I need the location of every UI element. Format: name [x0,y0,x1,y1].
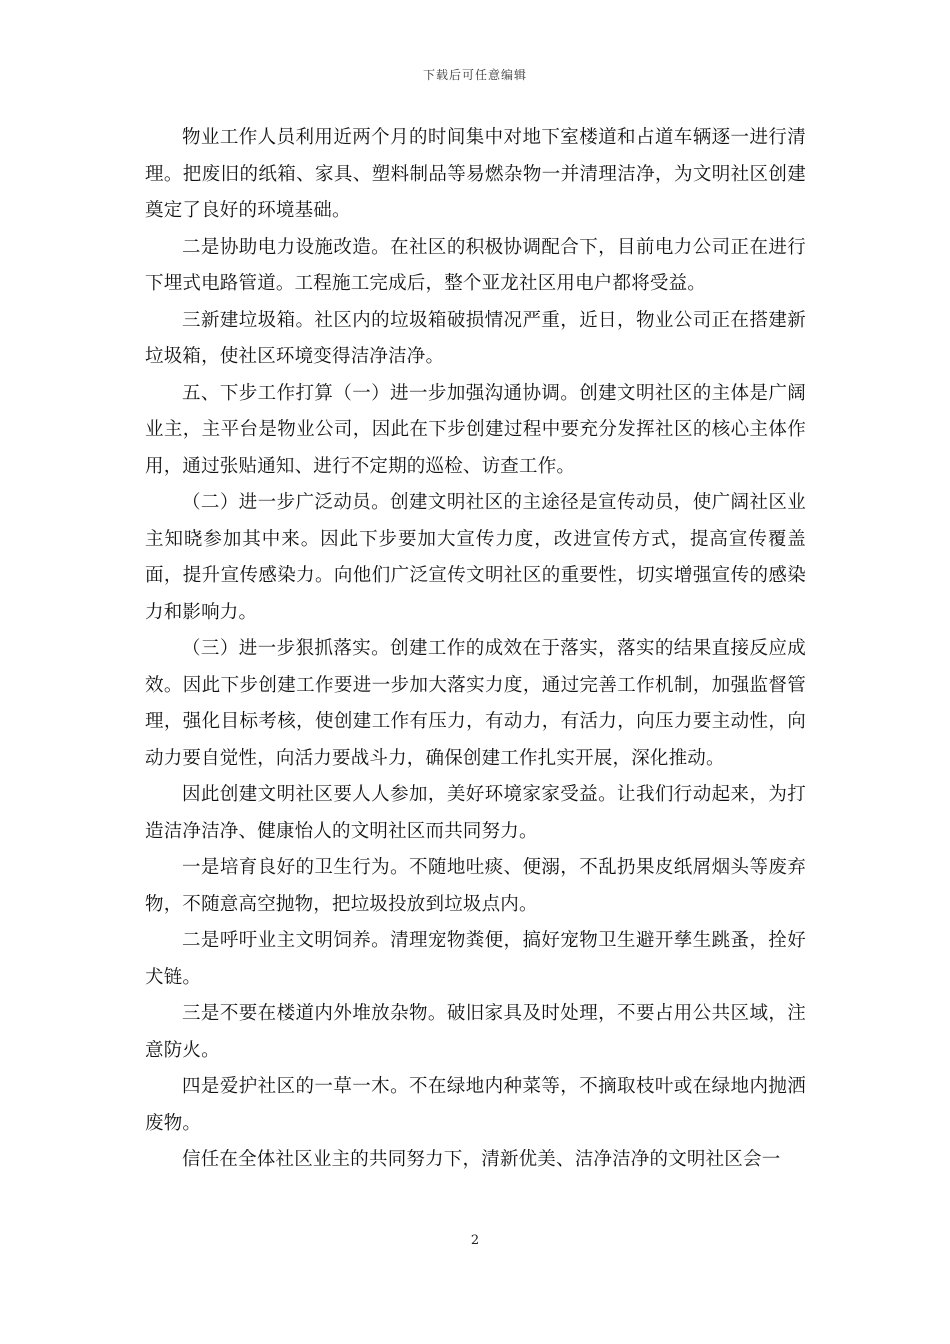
paragraph: 物业工作人员利用近两个月的时间集中对地下室楼道和占道车辆逐一进行清理。把废旧的纸箱、家具、塑料制品等易燃杂物一并清理洁净，为文明社区创建奠定了良好的环境基础。 [145,127,806,221]
page-number: 2 [470,1233,480,1248]
page-header: 下载后可任意编辑 [422,68,527,82]
paragraph: 四是爱护社区的一草一木。不在绿地内种菜等，不摘取枝叶或在绿地内抛洒废物。 [145,1076,806,1134]
paragraph: 因此创建文明社区要人人参加，美好环境家家受益。让我们行动起来，为打造洁净洁净、健康怡人的文明社区而共同努力。 [145,784,806,842]
paragraph: 一是培育良好的卫生行为。不随地吐痰、便溺，不乱扔果皮纸屑烟头等废弃物，不随意高空抛物，把垃圾投放到垃圾点内。 [145,857,806,915]
paragraph: 三是不要在楼道内外堆放杂物。破旧家具及时处理，不要占用公共区域，注意防火。 [145,1003,806,1061]
paragraph: 信任在全体社区业主的共同努力下，清新优美、洁净洁净的文明社区会一 [182,1149,781,1170]
paragraph: 三新建垃圾箱。社区内的垃圾箱破损情况严重，近日，物业公司正在搭建新垃圾箱，使社区环境变得洁净洁净。 [145,309,806,367]
paragraph: （三）进一步狠抓落实。创建工作的成效在于落实，落实的结果直接反应成效。因此下步创建工作要进一步加大落实力度，通过完善工作机制，加强监督管理，强化目标考核，使创建工作有压力，有动力，有活力，向压力要主动性，向动力要自觉性，向活力要战斗力，确保创建工作扎实开展，深化推动。 [145,638,806,769]
document-body [145,120,806,1179]
paragraph: 二是协助电力设施改造。在社区的积极协调配合下，目前电力公司正在进行下埋式电路管道。工程施工完成后，整个亚龙社区用电户都将受益。 [145,236,806,294]
paragraph: 五、下步工作打算（一）进一步加强沟通协调。创建文明社区的主体是广阔业主，主平台是物业公司，因此在下步创建过程中要充分发挥社区的核心主体作用，通过张贴通知、进行不定期的巡检、访查工作。 [145,382,806,477]
paragraph: （二）进一步广泛动员。创建文明社区的主途径是宣传动员，使广阔社区业主知晓参加其中来。因此下步要加大宣传力度，改进宣传方式，提高宣传覆盖面，提升宣传感染力。向他们广泛宣传文明社区的重要性，切实增强宣传的感染力和影响力。 [145,492,806,623]
paragraph: 二是呼吁业主文明饲养。清理宠物粪便，搞好宠物卫生避开孳生跳蚤，拴好犬链。 [145,930,806,988]
